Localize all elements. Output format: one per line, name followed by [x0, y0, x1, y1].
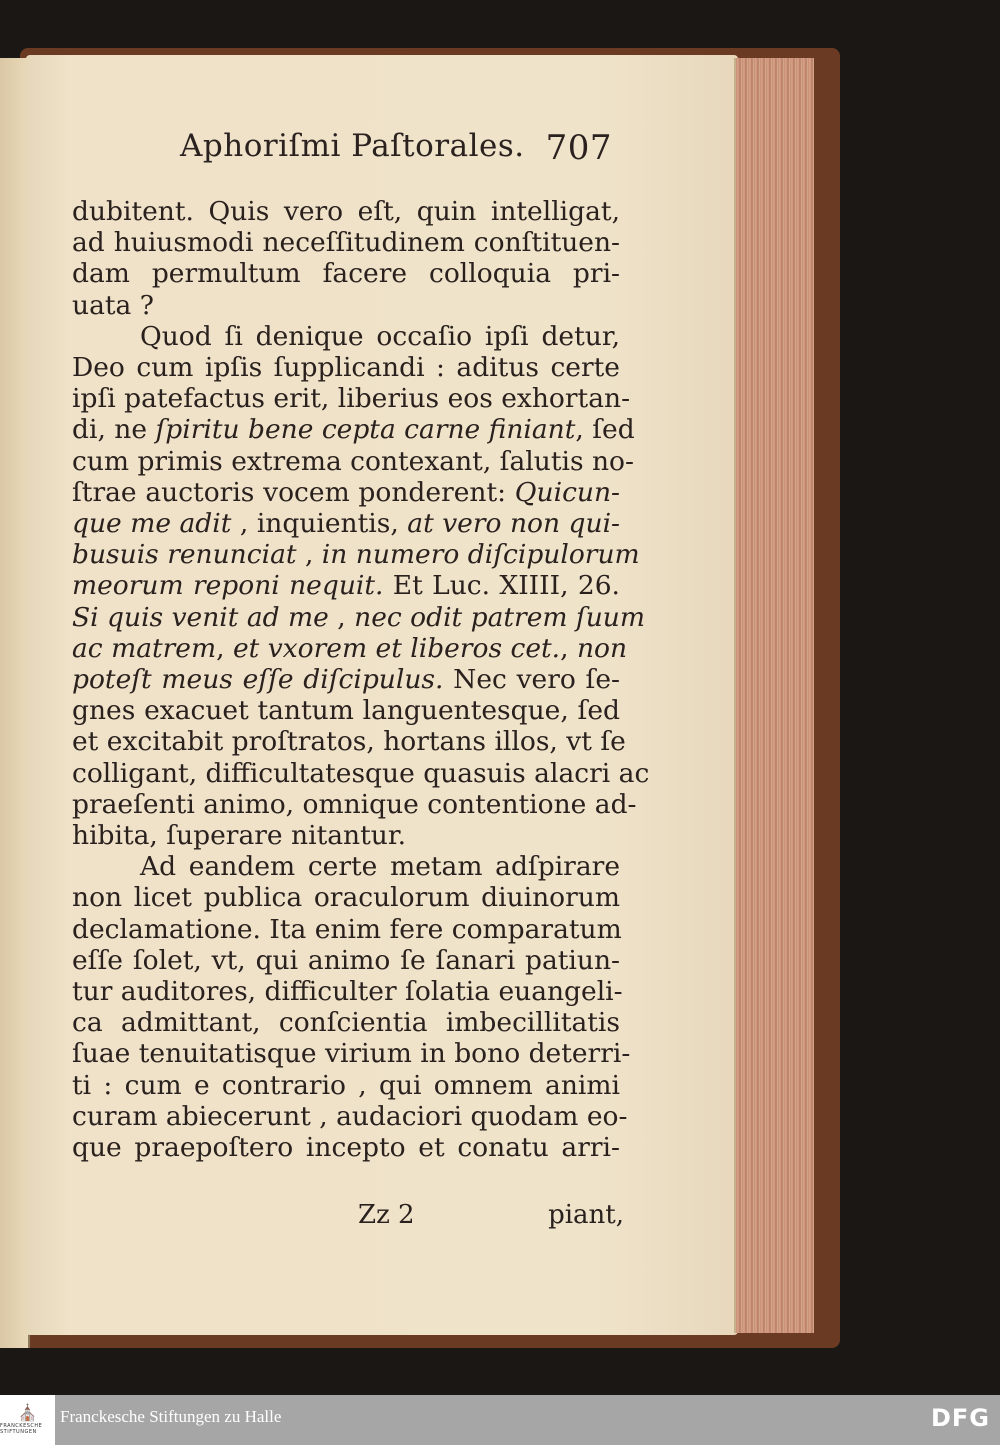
text-segment: , — [296, 539, 322, 571]
text-line — [72, 1100, 628, 1132]
italic-segment: et vxorem et liberos cet. — [232, 632, 561, 664]
text-line — [72, 508, 620, 539]
text-line — [72, 227, 620, 258]
italic-segment: poteſt meus eſſe diſcipulus. — [72, 664, 444, 696]
text-line — [72, 695, 620, 726]
italic-segment: ſpiritu bene cepta carne finiant — [155, 414, 576, 446]
text-line — [72, 851, 620, 882]
text-segment: , — [328, 601, 355, 633]
text-line — [72, 945, 620, 976]
text-line — [72, 321, 620, 352]
text-line — [72, 196, 620, 227]
text-segment: cum primis extrema contexant, ſalutis no- — [72, 445, 634, 477]
italic-segment: non — [576, 632, 628, 664]
text-line — [72, 570, 620, 601]
text-line — [72, 726, 626, 758]
text-line — [72, 445, 634, 477]
text-line — [72, 414, 635, 446]
text-segment: Ad eandem certe metam adſpirare — [140, 851, 620, 883]
text-segment: uata ? — [72, 289, 154, 321]
logo-text: FRANCKESCHE STIFTUNGEN — [0, 1423, 43, 1435]
italic-segment: meorum reponi nequit. — [72, 570, 384, 602]
text-segment: tur auditores, difficulter ſolatia euangeli- — [72, 976, 623, 1008]
catchword: piant, — [548, 1200, 624, 1230]
text-segment: eſſe ſolet, vt, qui animo ſe ſanari patiun- — [72, 944, 620, 976]
text-line — [72, 290, 620, 321]
text-segment: que praepoſtero incepto et conatu arri- — [72, 1132, 620, 1164]
text-segment: di, ne — [72, 414, 156, 446]
text-segment: dam permultum facere colloquia pri- — [72, 258, 620, 290]
text-line — [72, 1007, 620, 1038]
text-segment: Et Luc. XIIII, 26. — [383, 570, 620, 602]
text-segment: hibita, ſuperare nitantur. — [72, 820, 406, 852]
italic-segment: Quicun- — [514, 476, 620, 508]
text-segment: et excitabit proſtratos, hortans illos, vt ſe — [72, 726, 626, 758]
body-text — [72, 196, 650, 1164]
text-segment: dubitent. Quis vero eſt, quin intelligat, — [72, 196, 620, 227]
text-line — [72, 820, 620, 851]
text-line — [72, 477, 620, 508]
text-line — [72, 1038, 631, 1070]
text-segment: , — [560, 632, 577, 664]
attribution-bar — [0, 1395, 1000, 1445]
text-segment: ſtrae auctoris vocem ponderent: — [72, 476, 515, 508]
text-line — [72, 976, 623, 1008]
text-line — [72, 258, 620, 289]
signature-mark: Zz 2 — [358, 1200, 415, 1230]
text-segment: ipſi patefactus erit, liberius eos exhortan- — [72, 383, 631, 415]
text-line — [72, 383, 631, 415]
text-line — [72, 352, 620, 383]
text-line — [72, 601, 646, 633]
text-segment: , inquientis, — [231, 508, 408, 540]
text-line — [72, 757, 650, 789]
text-segment: declamatione. Ita enim fere comparatum — [72, 913, 622, 945]
page-edges — [734, 58, 814, 1333]
text-segment: Nec vero ſe- — [443, 664, 620, 696]
text-segment: praeſenti animo, omnique contentione ad- — [72, 788, 637, 820]
institution-name: Franckesche Stiftungen zu Halle — [60, 1407, 282, 1426]
running-head-title: Aphoriſmi Paſtorales. — [180, 128, 525, 164]
text-line — [72, 632, 628, 664]
text-segment: Quod ſi denique occaſio ipſi detur, — [140, 320, 620, 352]
text-line — [72, 664, 620, 695]
institution-logo — [0, 1395, 55, 1445]
text-segment: , ſed — [575, 414, 635, 446]
text-line — [72, 1070, 620, 1101]
text-line — [72, 1132, 620, 1163]
text-segment: colligant, difficultatesque quasuis alacri ac — [72, 757, 650, 789]
italic-segment: Si quis venit ad me — [72, 601, 329, 633]
building-icon: ⛪ — [17, 1403, 38, 1422]
text-line — [72, 788, 637, 820]
dfg-logo: DFG — [930, 1404, 990, 1432]
text-line — [72, 539, 640, 571]
running-head — [180, 128, 620, 168]
italic-segment: nec odit patrem ſuum — [354, 601, 646, 633]
text-segment: ca admittant, conſcientia imbecillitatis — [72, 1007, 620, 1039]
text-segment: Deo cum ipſis ſupplicandi : aditus certe — [72, 352, 620, 384]
text-segment: ſuae tenuitatisque virium in bono deterri- — [72, 1038, 631, 1070]
page-number: 707 — [545, 128, 612, 168]
text-segment: non licet publica oraculorum diuinorum — [72, 882, 620, 914]
text-segment: gnes exacuet tantum languentesque, ſed — [72, 695, 620, 727]
text-line — [72, 882, 620, 913]
italic-segment: ac matrem — [72, 632, 217, 664]
text-segment: ad huiusmodi neceſſitudinem conſtituen- — [72, 227, 620, 259]
italic-segment: que me adit — [72, 508, 232, 540]
text-segment: , — [216, 632, 233, 664]
italic-segment: at vero non qui- — [407, 508, 621, 540]
text-segment: ti : cum e contrario , qui omnem animi — [72, 1069, 620, 1101]
italic-segment: in numero diſcipulorum — [321, 539, 640, 571]
text-segment: curam abiecerunt , audaciori quodam eo- — [72, 1100, 628, 1132]
italic-segment: busuis renunciat — [72, 539, 297, 571]
text-line — [72, 914, 620, 945]
